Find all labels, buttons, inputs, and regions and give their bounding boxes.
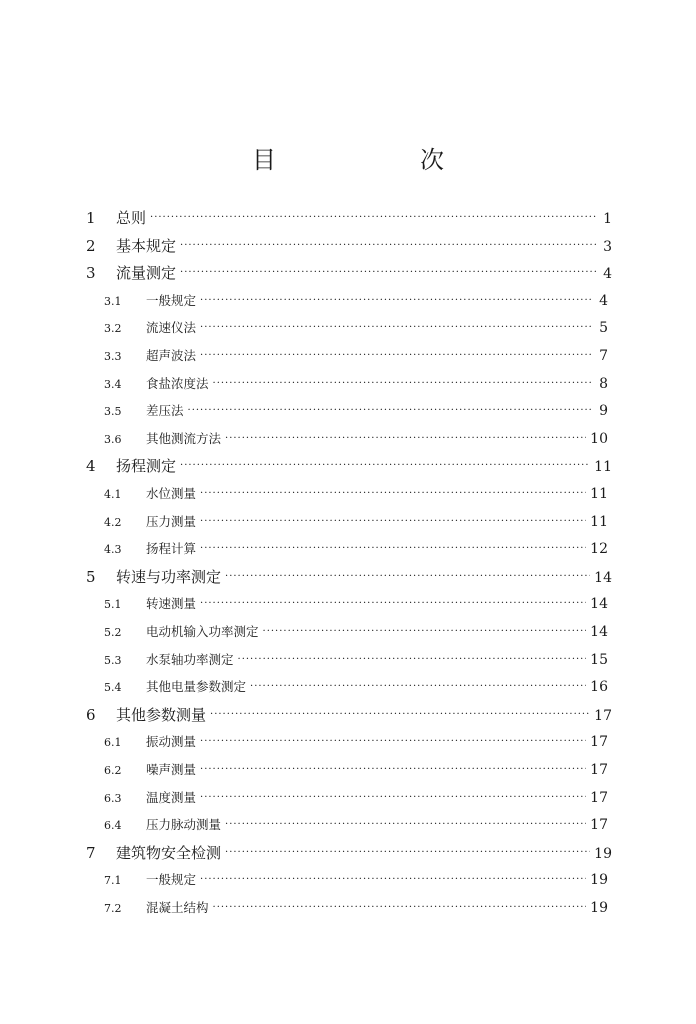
dot-leader (200, 487, 586, 501)
toc-entry-title: 其他测流方法 (146, 430, 222, 446)
toc-entry-title: 噪声测量 (146, 762, 197, 777)
toc-entry-title: 流量测定 (116, 264, 177, 283)
dot-leader (200, 735, 586, 749)
toc-section-entry[interactable] (104, 592, 608, 616)
dot-leader (238, 653, 587, 667)
toc-section-entry[interactable] (104, 675, 608, 699)
toc-section-entry[interactable] (104, 868, 608, 892)
toc-section-entry[interactable] (104, 510, 608, 534)
dot-leader (213, 901, 587, 915)
toc-chapter-entry[interactable] (86, 206, 612, 230)
toc-entry-number: 3.4 (104, 377, 122, 391)
toc-section-entry[interactable] (104, 648, 608, 672)
toc-entry-page: 14 (594, 569, 612, 586)
toc-entry-number: 6 (86, 705, 96, 724)
toc-entry-title: 基本规定 (116, 236, 177, 255)
toc-section-entry[interactable] (104, 730, 608, 754)
toc-section-entry[interactable] (104, 427, 608, 451)
dot-leader (180, 266, 596, 280)
toc-section-entry[interactable] (104, 786, 608, 810)
toc-chapter-entry[interactable] (86, 703, 612, 727)
toc-entry-page: 15 (590, 651, 608, 668)
dot-leader (188, 404, 592, 418)
toc-entry-number: 4.1 (104, 488, 122, 501)
toc-entry-page: 17 (594, 707, 612, 724)
toc-entry-number: 5.3 (104, 653, 122, 667)
toc-entry-number: 6.1 (104, 736, 122, 750)
toc-entry-page: 9 (599, 403, 608, 420)
toc-entry-title: 其他参数测量 (116, 705, 207, 724)
toc-chapter-entry[interactable] (86, 454, 612, 478)
toc-entry-title: 转速与功率测定 (116, 567, 222, 586)
toc-entry-title: 一般规定 (146, 292, 197, 308)
toc-entry-number: 3.1 (104, 294, 122, 308)
toc-section-entry[interactable] (104, 289, 608, 313)
dot-leader (200, 597, 586, 611)
toc-section-entry[interactable] (104, 344, 608, 368)
toc-entry-number: 5.2 (104, 626, 122, 639)
toc-entry-number: 6.2 (104, 764, 122, 777)
toc-entry-title: 压力脉动测量 (146, 817, 222, 833)
toc-entry-page: 8 (599, 375, 608, 392)
toc-section-entry[interactable] (104, 896, 608, 920)
toc-section-entry[interactable] (104, 758, 608, 782)
toc-entry-page: 14 (590, 624, 608, 640)
toc-entry-page: 17 (590, 734, 608, 751)
toc-entry-page: 16 (590, 679, 608, 696)
toc-entry-title: 压力测量 (146, 513, 197, 529)
dot-leader (200, 791, 586, 805)
toc-section-entry[interactable] (104, 316, 608, 340)
toc-entry-page: 19 (590, 900, 608, 916)
toc-section-entry[interactable] (104, 620, 608, 644)
toc-entry-page: 12 (590, 541, 608, 558)
toc-entry-title: 扬程计算 (146, 541, 197, 557)
dot-leader (200, 763, 586, 777)
toc-entry-page: 17 (590, 789, 608, 806)
toc-section-entry[interactable] (104, 482, 608, 506)
dot-leader (263, 625, 587, 639)
toc-entry-number: 3 (86, 264, 96, 283)
toc-entry-number: 7.1 (104, 874, 122, 888)
toc-entry-page: 11 (590, 486, 608, 502)
dot-leader (200, 349, 592, 363)
toc-entry-number: 3.5 (104, 405, 122, 419)
toc-entry-title: 差压法 (146, 403, 184, 419)
toc-entry-number: 7 (86, 843, 96, 862)
toc-entry-number: 4 (86, 457, 96, 476)
dot-leader (213, 377, 592, 391)
toc-entry-title: 建筑物安全检测 (116, 843, 222, 862)
toc-section-entry[interactable] (104, 537, 608, 561)
toc-entry-title: 振动测量 (146, 734, 197, 750)
toc-section-entry[interactable] (104, 399, 608, 423)
toc-entry-page: 5 (599, 320, 608, 337)
toc-entry-title: 转速测量 (146, 596, 197, 612)
dot-leader (225, 570, 590, 584)
toc-entry-number: 2 (86, 236, 96, 255)
dot-leader (200, 294, 592, 308)
toc-entry-page: 17 (590, 762, 608, 778)
toc-entry-page: 1 (603, 211, 612, 227)
toc-chapter-entry[interactable] (86, 234, 612, 258)
toc-chapter-entry[interactable] (86, 261, 612, 285)
dot-leader (225, 818, 586, 832)
toc-entry-page: 10 (590, 430, 608, 447)
toc-entry-number: 5 (86, 567, 96, 586)
toc-entry-title: 其他电量参数测定 (146, 679, 247, 695)
toc-entry-title: 电动机输入功率测定 (146, 624, 259, 639)
toc-entry-page: 19 (590, 872, 608, 889)
toc-entry-number: 4.2 (104, 515, 122, 529)
toc-entry-page: 11 (590, 513, 608, 530)
dot-leader (150, 211, 596, 225)
dot-leader (200, 542, 586, 556)
toc-entry-page: 17 (590, 817, 608, 834)
page-title: 目 次 (252, 146, 504, 174)
toc-entry-number: 3.3 (104, 350, 122, 363)
toc-entry-title: 温度测量 (146, 789, 197, 805)
toc-entry-title: 一般规定 (146, 872, 197, 888)
toc-chapter-entry[interactable] (86, 565, 612, 589)
toc-entry-page: 14 (590, 596, 608, 613)
dot-leader (200, 515, 586, 529)
toc-entry-number: 5.4 (104, 681, 122, 695)
toc-entry-page: 4 (603, 266, 612, 283)
toc-chapter-entry[interactable] (86, 841, 612, 865)
toc-entry-title: 混凝土结构 (146, 900, 209, 915)
toc-entry-number: 6.3 (104, 791, 122, 805)
toc-entry-number: 6.4 (104, 819, 122, 833)
toc-entry-page: 11 (594, 459, 612, 476)
toc-entry-number: 4.3 (104, 543, 122, 557)
dot-leader (210, 708, 590, 722)
toc-entry-number: 1 (86, 209, 96, 227)
toc-entry-page: 19 (594, 845, 612, 862)
dot-leader (250, 680, 586, 694)
toc-entry-number: 5.1 (104, 598, 122, 612)
toc-entry-number: 3.6 (104, 432, 122, 446)
toc-entry-title: 流速仪法 (146, 320, 197, 336)
dot-leader (200, 873, 586, 887)
toc-entry-title: 水泵轴功率测定 (146, 651, 234, 667)
toc-entry-title: 超声波法 (146, 348, 197, 363)
toc-entry-number: 7.2 (104, 902, 122, 915)
toc-entry-title: 水位测量 (146, 486, 197, 501)
dot-leader (180, 459, 590, 473)
toc-entry-number: 3.2 (104, 322, 122, 336)
toc-section-entry[interactable] (104, 813, 608, 837)
toc-section-entry[interactable] (104, 372, 608, 396)
toc-entry-title: 食盐浓度法 (146, 375, 209, 391)
toc-entry-page: 7 (599, 348, 608, 364)
toc-entry-title: 扬程测定 (116, 457, 177, 476)
toc-entry-page: 3 (603, 238, 612, 255)
toc-entry-page: 4 (599, 292, 608, 309)
dot-leader (200, 321, 592, 335)
dot-leader (225, 846, 590, 860)
toc-entry-title: 总则 (116, 209, 147, 227)
dot-leader (225, 432, 586, 446)
dot-leader (180, 239, 596, 253)
